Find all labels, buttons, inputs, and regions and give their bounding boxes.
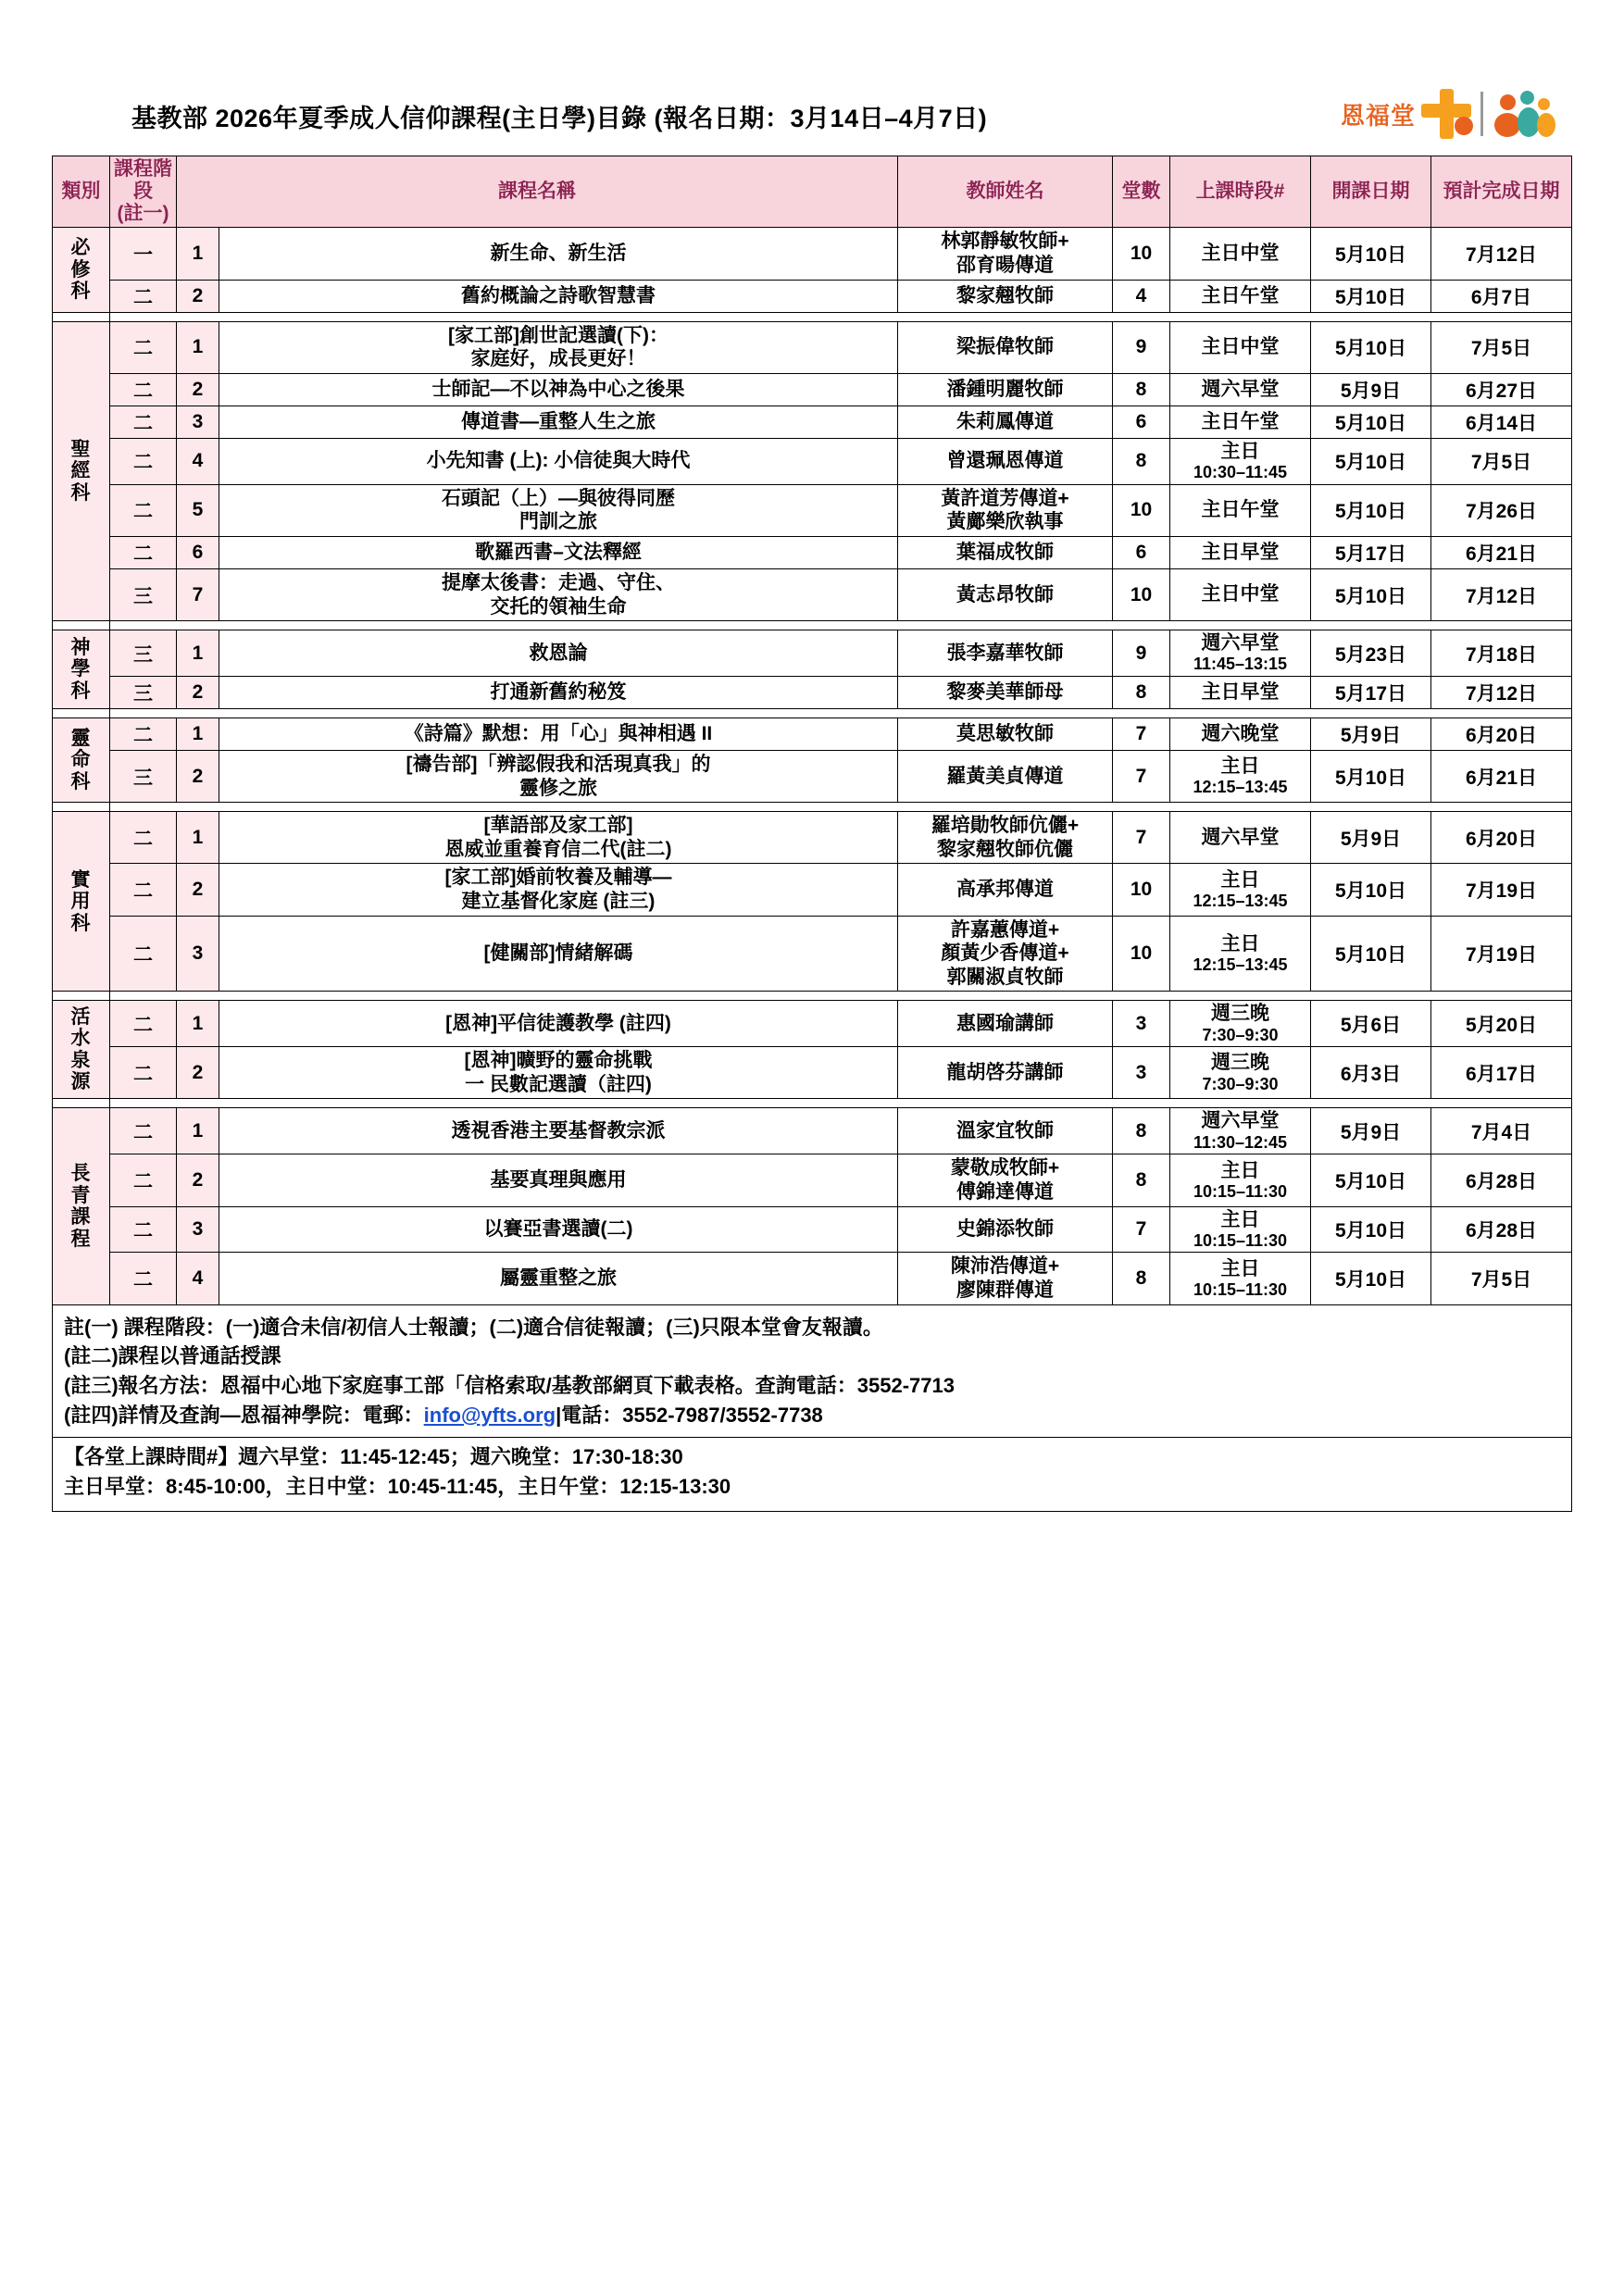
- teacher-cell: 葉福成牧師: [898, 536, 1113, 568]
- start-date-cell: 5月9日: [1311, 373, 1431, 406]
- stage-cell: 二: [110, 1001, 177, 1047]
- course-number-cell: 4: [177, 438, 219, 484]
- sessions-cell: 10: [1113, 916, 1170, 992]
- course-number-cell: 2: [177, 373, 219, 406]
- course-name-cell: 舊約概論之詩歌智慧書: [219, 280, 898, 312]
- time-slot-cell: 主日午堂: [1170, 406, 1311, 438]
- table-row: [53, 373, 1572, 406]
- course-number-cell: 6: [177, 536, 219, 568]
- start-date-cell: 5月10日: [1311, 916, 1431, 992]
- start-date-cell: 5月10日: [1311, 864, 1431, 916]
- teacher-cell: 黃許道芳傳道+ 黃鄺樂欣執事: [898, 484, 1113, 536]
- notes-section: [52, 1305, 1572, 1513]
- course-number-cell: 1: [177, 1108, 219, 1154]
- end-date-cell: 7月5日: [1431, 1253, 1572, 1304]
- sessions-cell: 3: [1113, 1001, 1170, 1047]
- teacher-cell: 黎家翹牧師: [898, 280, 1113, 312]
- group-spacer: [53, 708, 1572, 718]
- sessions-cell: 7: [1113, 1206, 1170, 1253]
- course-name-cell: 透視香港主要基督教宗派: [219, 1108, 898, 1154]
- end-date-cell: 5月20日: [1431, 1001, 1572, 1047]
- course-name-cell: [家工部]創世記選讀(下)： 家庭好，成長更好！: [219, 321, 898, 373]
- course-number-cell: 4: [177, 1253, 219, 1304]
- course-number-cell: 3: [177, 1206, 219, 1253]
- end-date-cell: 6月20日: [1431, 812, 1572, 864]
- start-date-cell: 5月17日: [1311, 536, 1431, 568]
- sessions-cell: 8: [1113, 373, 1170, 406]
- table-row: [53, 630, 1572, 677]
- start-date-cell: 5月10日: [1311, 321, 1431, 373]
- teacher-cell: 高承邦傳道: [898, 864, 1113, 916]
- course-number-cell: 2: [177, 864, 219, 916]
- category-cell: 長 青 課 程: [53, 1108, 110, 1304]
- time-slot-cell: 主日中堂: [1170, 568, 1311, 620]
- time-slot-cell: 週六早堂 11:30–12:45: [1170, 1108, 1311, 1154]
- end-date-cell: 6月21日: [1431, 750, 1572, 802]
- stage-cell: 三: [110, 568, 177, 620]
- course-number-cell: 2: [177, 1154, 219, 1206]
- end-date-cell: 6月21日: [1431, 536, 1572, 568]
- time-slot-cell: 主日 10:15–11:30: [1170, 1154, 1311, 1206]
- sessions-cell: 9: [1113, 630, 1170, 677]
- stage-cell: 一: [110, 228, 177, 280]
- table-row: [53, 568, 1572, 620]
- teacher-cell: 潘鍾明麗牧師: [898, 373, 1113, 406]
- time-slot-cell: 主日 10:15–11:30: [1170, 1206, 1311, 1253]
- end-date-cell: 7月12日: [1431, 228, 1572, 280]
- end-date-cell: 7月5日: [1431, 438, 1572, 484]
- start-date-cell: 5月10日: [1311, 484, 1431, 536]
- course-name-cell: 傳道書—重整人生之旅: [219, 406, 898, 438]
- end-date-cell: 6月7日: [1431, 280, 1572, 312]
- teacher-cell: 蒙敬成牧師+ 傅錦達傳道: [898, 1154, 1113, 1206]
- header-category: 類別: [53, 156, 110, 228]
- course-number-cell: 1: [177, 228, 219, 280]
- time-slot-cell: 主日早堂: [1170, 676, 1311, 708]
- time-slot-cell: 週三晚 7:30–9:30: [1170, 1001, 1311, 1047]
- sessions-cell: 7: [1113, 718, 1170, 750]
- course-name-cell: 屬靈重整之旅: [219, 1253, 898, 1304]
- course-name-cell: 新生命、新生活: [219, 228, 898, 280]
- stage-cell: 二: [110, 864, 177, 916]
- stage-cell: 二: [110, 1206, 177, 1253]
- table-row: [53, 280, 1572, 312]
- time-slot-cell: 週六早堂 11:45–13:15: [1170, 630, 1311, 677]
- time-slot-cell: 週六早堂: [1170, 373, 1311, 406]
- stage-cell: 二: [110, 812, 177, 864]
- time-slot-cell: 主日中堂: [1170, 228, 1311, 280]
- teacher-cell: 林郭靜敏牧師+ 邵育暘傳道: [898, 228, 1113, 280]
- start-date-cell: 5月23日: [1311, 630, 1431, 677]
- course-number-cell: 1: [177, 812, 219, 864]
- table-row: [53, 812, 1572, 864]
- teacher-cell: 許嘉蕙傳道+ 顏黃少香傳道+ 郭關淑貞牧師: [898, 916, 1113, 992]
- table-row: [53, 484, 1572, 536]
- end-date-cell: 7月26日: [1431, 484, 1572, 536]
- note-two: (註二)課程以普通話授課: [64, 1344, 281, 1368]
- course-number-cell: 2: [177, 676, 219, 708]
- stage-cell: 二: [110, 438, 177, 484]
- sessions-cell: 3: [1113, 1047, 1170, 1099]
- header-teacher: 教師姓名: [898, 156, 1113, 228]
- course-number-cell: 1: [177, 1001, 219, 1047]
- table-row: [53, 1206, 1572, 1253]
- time-slot-cell: 主日 12:15–13:45: [1170, 750, 1311, 802]
- start-date-cell: 5月10日: [1311, 1206, 1431, 1253]
- cross-icon: [1421, 89, 1471, 139]
- sessions-cell: 10: [1113, 484, 1170, 536]
- sessions-cell: 8: [1113, 1108, 1170, 1154]
- course-catalog-table: [52, 156, 1572, 1305]
- logo-text: 恩福堂: [1340, 101, 1416, 130]
- people-icon: [1493, 89, 1557, 139]
- table-header: [53, 156, 1572, 228]
- table-row: [53, 1108, 1572, 1154]
- course-number-cell: 2: [177, 280, 219, 312]
- start-date-cell: 5月10日: [1311, 228, 1431, 280]
- time-slot-cell: 主日 10:15–11:30: [1170, 1253, 1311, 1304]
- logo-divider: [1480, 92, 1483, 136]
- table-row: [53, 438, 1572, 484]
- category-cell: 實 用 科: [53, 812, 110, 992]
- sessions-cell: 7: [1113, 750, 1170, 802]
- stage-cell: 二: [110, 406, 177, 438]
- header-stage-note: (註一): [117, 203, 169, 225]
- category-cell: 神 學 科: [53, 630, 110, 709]
- header-stage-label: 課程階段: [114, 158, 172, 203]
- stage-cell: 三: [110, 750, 177, 802]
- time-slot-cell: 主日 12:15–13:45: [1170, 864, 1311, 916]
- category-cell: 聖 經 科: [53, 321, 110, 620]
- stage-cell: 三: [110, 630, 177, 677]
- time-slot-cell: 主日中堂: [1170, 321, 1311, 373]
- table-row: [53, 406, 1572, 438]
- table-row: [53, 536, 1572, 568]
- note-one: 註(一) 課程階段：(一)適合未信/初信人士報讀；(二)適合信徒報讀；(三)只限本堂會友報讀。: [64, 1315, 883, 1339]
- end-date-cell: 6月20日: [1431, 718, 1572, 750]
- end-date-cell: 6月28日: [1431, 1206, 1572, 1253]
- stage-cell: 二: [110, 373, 177, 406]
- table-row: [53, 676, 1572, 708]
- sessions-cell: 10: [1113, 864, 1170, 916]
- stage-cell: 二: [110, 916, 177, 992]
- start-date-cell: 5月10日: [1311, 406, 1431, 438]
- time-slot-cell: 週六早堂: [1170, 812, 1311, 864]
- course-number-cell: 2: [177, 750, 219, 802]
- sessions-cell: 6: [1113, 406, 1170, 438]
- sessions-cell: 10: [1113, 568, 1170, 620]
- course-name-cell: 以賽亞書選讀(二): [219, 1206, 898, 1253]
- end-date-cell: 6月27日: [1431, 373, 1572, 406]
- category-cell: 必 修 科: [53, 228, 110, 312]
- table-body: [53, 228, 1572, 1304]
- document-header: [52, 89, 1572, 139]
- table-row: [53, 1154, 1572, 1206]
- start-date-cell: 6月3日: [1311, 1047, 1431, 1099]
- stage-cell: 二: [110, 1047, 177, 1099]
- teacher-cell: 莫思敏牧師: [898, 718, 1113, 750]
- table-row: [53, 1047, 1572, 1099]
- teacher-cell: 史錦添牧師: [898, 1206, 1113, 1253]
- teacher-cell: 黃志昂牧師: [898, 568, 1113, 620]
- start-date-cell: 5月6日: [1311, 1001, 1431, 1047]
- sessions-cell: 4: [1113, 280, 1170, 312]
- note-four: [64, 1402, 1560, 1430]
- course-number-cell: 3: [177, 406, 219, 438]
- course-number-cell: 1: [177, 321, 219, 373]
- sessions-cell: 8: [1113, 1154, 1170, 1206]
- course-name-cell: 打通新舊約秘笈: [219, 676, 898, 708]
- sessions-cell: 7: [1113, 812, 1170, 864]
- start-date-cell: 5月9日: [1311, 718, 1431, 750]
- header-course-name: 課程名稱: [177, 156, 898, 228]
- course-name-cell: 救恩論: [219, 630, 898, 677]
- stage-cell: 二: [110, 718, 177, 750]
- start-date-cell: 5月10日: [1311, 568, 1431, 620]
- note-four-prefix: (註四)詳情及查詢—恩福神學院：電郵：: [64, 1403, 424, 1427]
- teacher-cell: 黎麥美華師母: [898, 676, 1113, 708]
- course-number-cell: 7: [177, 568, 219, 620]
- table-row: [53, 1253, 1572, 1304]
- group-spacer: [53, 312, 1572, 321]
- course-number-cell: 3: [177, 916, 219, 992]
- sessions-cell: 10: [1113, 228, 1170, 280]
- teacher-cell: 朱莉鳳傳道: [898, 406, 1113, 438]
- course-name-cell: 石頭記（上）—與彼得同歷 門訓之旅: [219, 484, 898, 536]
- start-date-cell: 5月10日: [1311, 280, 1431, 312]
- course-name-cell: 歌羅西書–文法釋經: [219, 536, 898, 568]
- table-row: [53, 864, 1572, 916]
- church-logo: [1341, 89, 1572, 139]
- start-date-cell: 5月17日: [1311, 676, 1431, 708]
- stage-cell: 二: [110, 1154, 177, 1206]
- notes-divider: [53, 1437, 1571, 1438]
- time-slot-cell: 主日午堂: [1170, 484, 1311, 536]
- teacher-cell: 龍胡啓芬講師: [898, 1047, 1113, 1099]
- end-date-cell: 7月19日: [1431, 916, 1572, 992]
- sessions-cell: 6: [1113, 536, 1170, 568]
- stage-cell: 二: [110, 1108, 177, 1154]
- time-slot-cell: 主日 10:30–11:45: [1170, 438, 1311, 484]
- sessions-cell: 8: [1113, 1253, 1170, 1304]
- teacher-cell: 惠國瑜講師: [898, 1001, 1113, 1047]
- course-number-cell: 1: [177, 718, 219, 750]
- stage-cell: 二: [110, 280, 177, 312]
- course-name-cell: [恩神]平信徒護教學 (註四): [219, 1001, 898, 1047]
- start-date-cell: 5月10日: [1311, 1154, 1431, 1206]
- start-date-cell: 5月10日: [1311, 1253, 1431, 1304]
- end-date-cell: 6月17日: [1431, 1047, 1572, 1099]
- note-three: (註三)報名方法：恩福中心地下家庭事工部「信格索取/基教部網頁下載表格。查詢電話：3552-7713: [64, 1374, 955, 1398]
- course-name-cell: [華語部及家工部] 恩威並重養育信二代(註二): [219, 812, 898, 864]
- end-date-cell: 7月19日: [1431, 864, 1572, 916]
- time-slot-cell: 週三晚 7:30–9:30: [1170, 1047, 1311, 1099]
- sessions-cell: 9: [1113, 321, 1170, 373]
- header-sessions: 堂數: [1113, 156, 1170, 228]
- stage-cell: 三: [110, 676, 177, 708]
- stage-cell: 二: [110, 1253, 177, 1304]
- stage-cell: 二: [110, 536, 177, 568]
- group-spacer: [53, 621, 1572, 630]
- end-date-cell: 7月4日: [1431, 1108, 1572, 1154]
- table-row: [53, 750, 1572, 802]
- teacher-cell: 羅培勛牧師伉儷+ 黎家翹牧師伉儷: [898, 812, 1113, 864]
- course-number-cell: 5: [177, 484, 219, 536]
- teacher-cell: 羅黃美貞傳道: [898, 750, 1113, 802]
- course-number-cell: 2: [177, 1047, 219, 1099]
- time-slot-cell: 主日 12:15–13:45: [1170, 916, 1311, 992]
- group-spacer: [53, 992, 1572, 1001]
- schedule-line-1: 【各堂上課時間#】週六早堂：11:45-12:45；週六晚堂：17:30-18:30: [64, 1444, 683, 1468]
- course-name-cell: [家工部]婚前牧養及輔導— 建立基督化家庭 (註三): [219, 864, 898, 916]
- schedule-line-2: 主日早堂：8:45-10:00，主日中堂：10:45-11:45，主日午堂：12:15-13:30: [64, 1474, 731, 1498]
- group-spacer: [53, 803, 1572, 812]
- table-row: [53, 321, 1572, 373]
- table-row: [53, 228, 1572, 280]
- course-name-cell: 提摩太後書：走過、守住、 交托的領袖生命: [219, 568, 898, 620]
- start-date-cell: 5月10日: [1311, 750, 1431, 802]
- stage-cell: 二: [110, 484, 177, 536]
- end-date-cell: 6月14日: [1431, 406, 1572, 438]
- table-row: [53, 718, 1572, 750]
- category-cell: 活 水 泉 源: [53, 1001, 110, 1099]
- end-date-cell: 7月5日: [1431, 321, 1572, 373]
- start-date-cell: 5月9日: [1311, 812, 1431, 864]
- course-name-cell: [恩神]曠野的靈命挑戰 一 民數記選讀（註四): [219, 1047, 898, 1099]
- category-cell: 靈 命 科: [53, 718, 110, 802]
- time-slot-cell: 主日午堂: [1170, 280, 1311, 312]
- header-time: 上課時段#: [1170, 156, 1311, 228]
- table-row: [53, 1001, 1572, 1047]
- course-name-cell: 《詩篇》默想：用「心」與神相遇 II: [219, 718, 898, 750]
- time-slot-cell: 週六晚堂: [1170, 718, 1311, 750]
- course-name-cell: 基要真理與應用: [219, 1154, 898, 1206]
- note-four-suffix: |電話：3552-7987/3552-7738: [556, 1403, 823, 1427]
- table-row: [53, 916, 1572, 992]
- teacher-cell: 曾還珮恩傳道: [898, 438, 1113, 484]
- course-name-cell: 士師記—不以神為中心之後果: [219, 373, 898, 406]
- course-name-cell: [禱告部]「辨認假我和活現真我」的 靈修之旅: [219, 750, 898, 802]
- end-date-cell: 7月18日: [1431, 630, 1572, 677]
- page-title: 基教部 2026年夏季成人信仰課程(主日學)目錄 (報名日期：3月14日–4月7日): [131, 105, 988, 132]
- start-date-cell: 5月10日: [1311, 438, 1431, 484]
- sessions-cell: 8: [1113, 676, 1170, 708]
- course-name-cell: [健關部]情緒解碼: [219, 916, 898, 992]
- note-four-email[interactable]: info@yfts.org: [423, 1403, 556, 1427]
- group-spacer: [53, 1099, 1572, 1108]
- course-number-cell: 1: [177, 630, 219, 677]
- header-end-date: 預計完成日期: [1431, 156, 1572, 228]
- course-name-cell: 小先知書 (上): 小信徒與大時代: [219, 438, 898, 484]
- teacher-cell: 張李嘉華牧師: [898, 630, 1113, 677]
- header-start-date: 開課日期: [1311, 156, 1431, 228]
- header-stage: [110, 156, 177, 228]
- stage-cell: 二: [110, 321, 177, 373]
- sessions-cell: 8: [1113, 438, 1170, 484]
- end-date-cell: 6月28日: [1431, 1154, 1572, 1206]
- teacher-cell: 溫家宜牧師: [898, 1108, 1113, 1154]
- end-date-cell: 7月12日: [1431, 568, 1572, 620]
- end-date-cell: 7月12日: [1431, 676, 1572, 708]
- time-slot-cell: 主日早堂: [1170, 536, 1311, 568]
- teacher-cell: 陳沛浩傳道+ 廖陳群傳道: [898, 1253, 1113, 1304]
- teacher-cell: 梁振偉牧師: [898, 321, 1113, 373]
- start-date-cell: 5月9日: [1311, 1108, 1431, 1154]
